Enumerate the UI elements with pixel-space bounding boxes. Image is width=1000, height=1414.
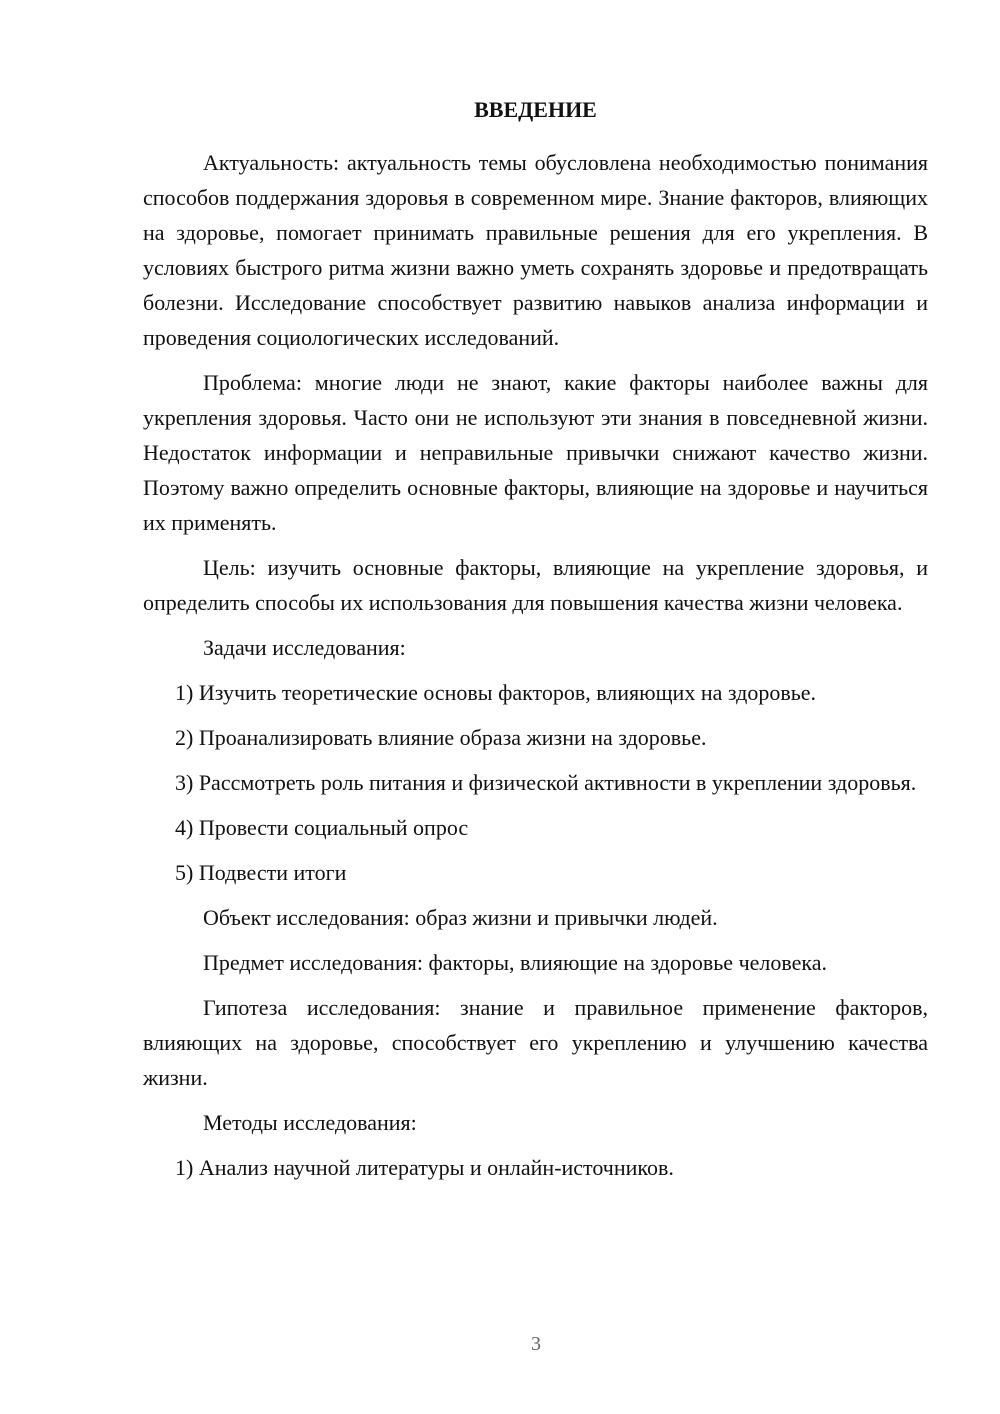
task-item-1: 1) Изучить теоретические основы факторов, влияющих на здоровье. [175,680,817,705]
page-content [143,95,928,1195]
methods-heading: Методы исследования: [203,1110,417,1135]
research-object: Объект исследования: образ жизни и привычки людей. [203,905,718,930]
task-item-4: 4) Провести социальный опрос [175,815,469,840]
relevance-paragraph: Актуальность: актуальность темы обусловлена необходимостью понимания способов поддержания здоровья в современном мире. Знание факторов, влияющих на здоровье, помогает принимать правильные решения для его укрепления. В условиях быстрого ритма жизни важно уметь сохранять здоровье и предотвращать болезни. Исследование способствует развитию навыков анализа информации и проведения социологических исследований. [143,150,928,350]
page-title: ВВЕДЕНИЕ [474,97,597,122]
task-item-3: 3) Рассмотреть роль питания и физической активности в укреплении здоровья. [175,770,917,795]
task-item-2: 2) Проанализировать влияние образа жизни на здоровье. [175,725,707,750]
page-number: 3 [531,1333,541,1355]
research-hypothesis: Гипотеза исследования: знание и правильное применение факторов, влияющих на здоровье, способствует его укреплению и улучшению качества жизни. [143,995,928,1090]
goal-paragraph: Цель: изучить основные факторы, влияющие на укрепление здоровья, и определить способы их использования для повышения качества жизни человека. [143,555,928,615]
research-subject: Предмет исследования: факторы, влияющие на здоровье человека. [203,950,828,975]
tasks-heading: Задачи исследования: [203,635,406,660]
method-item-1: 1) Анализ научной литературы и онлайн-источников. [175,1155,674,1180]
problem-paragraph: Проблема: многие люди не знают, какие факторы наиболее важны для укрепления здоровья. Часто они не используют эти знания в повседневной жизни. Недостаток информации и неправильные привычки снижают качество жизни. Поэтому важно определить основные факторы, влияющие на здоровье и научиться их применять. [143,370,928,535]
task-item-5: 5) Подвести итоги [175,860,347,885]
